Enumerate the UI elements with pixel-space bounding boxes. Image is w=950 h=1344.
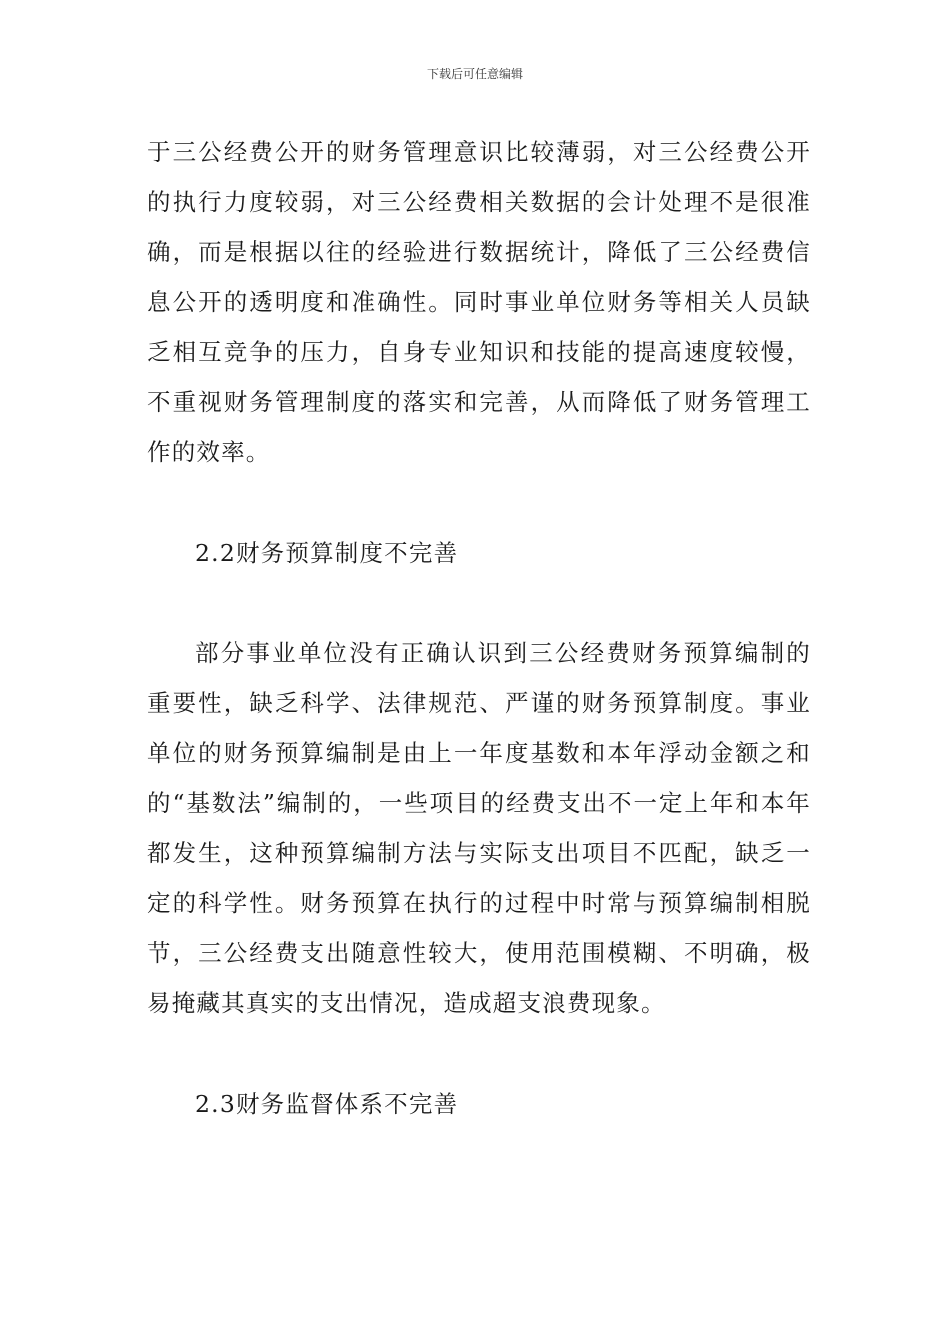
body-paragraph: 于三公经费公开的财务管理意识比较薄弱，对三公经费公开的执行力度较弱，对三公经费相关数据的会计处理不是很准确，而是根据以往的经验进行数据统计，降低了三公经费信息公开的透明度和准确性。同时事业单位财务等相关人员缺乏相互竞争的压力，自身专业知识和技能的提高速度较慢，不重视财务管理制度的落实和完善，从而降低了财务管理工作的效率。 — [147, 138, 811, 466]
document-body — [147, 127, 811, 1129]
section-heading: 2.2财务预算制度不完善 — [195, 539, 459, 567]
body-paragraph: 部分事业单位没有正确认识到三公经费财务预算编制的重要性，缺乏科学、法律规范、严谨的财务预算制度。事业单位的财务预算编制是由上一年度基数和本年浮动金额之和的“基数法”编制的，一些项目的经费支出不一定上年和本年都发生，这种预算编制方法与实际支出项目不匹配，缺乏一定的科学性。财务预算在执行的过程中时常与预算编制相脱节，三公经费支出随意性较大，使用范围模糊、不明确，极易掩藏其真实的支出情况，造成超支浪费现象。 — [147, 639, 811, 1017]
section-heading: 2.3财务监督体系不完善 — [195, 1090, 459, 1118]
page-header: 下载后可任意编辑 — [426, 67, 523, 81]
